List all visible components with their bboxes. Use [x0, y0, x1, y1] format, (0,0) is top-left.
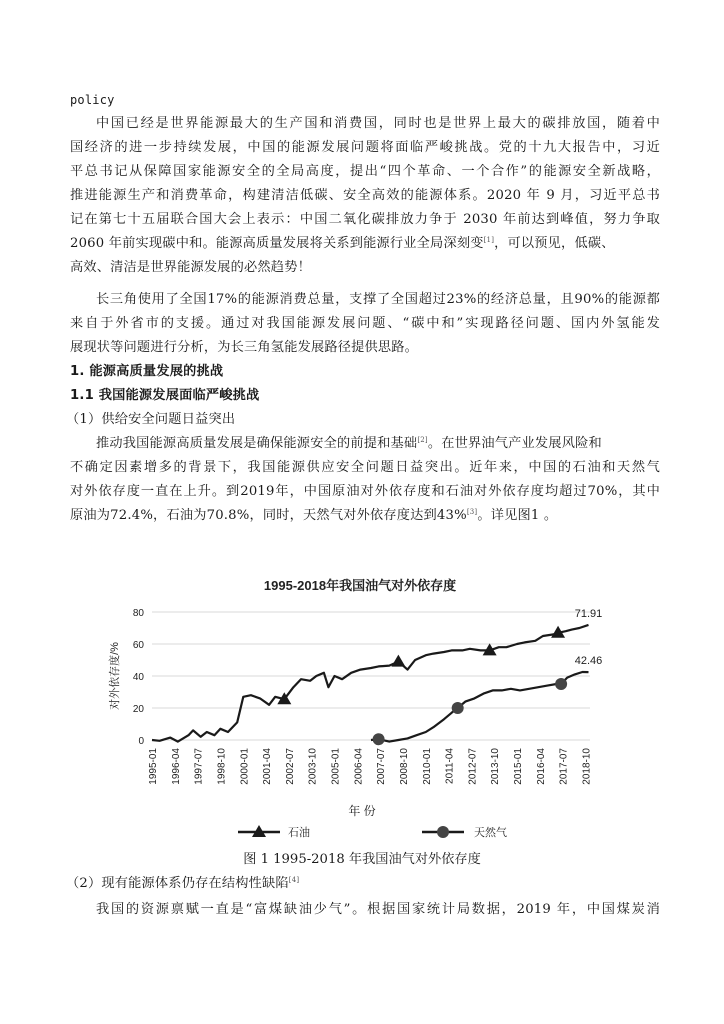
paragraph-line: 推进能源生产和消费革命，构建清洁低碳、安全高效的能源体系。2020 年 9 月，习近平总书: [70, 188, 660, 203]
x-tick-label: 2002-07: [284, 748, 296, 785]
paragraph-line: 记在第七十五届联合国大会上表示：中国二氧化碳排放力争于 2030 年前达到峰值，努力争取: [70, 212, 660, 227]
citation-ref: [1]: [483, 236, 495, 244]
heading-text: （2）现有能源体系仍存在结构性缺陷: [66, 876, 289, 891]
y-tick-label: 20: [132, 704, 144, 715]
figure-caption: 图 1 1995-2018 年我国油气对外依存度: [243, 852, 481, 867]
citation-ref: [3]: [466, 508, 478, 516]
paragraph-line: 对外依存度一直在上升。到2019年，中国原油对外依存度和石油对外依存度均超过70%，其中: [70, 484, 660, 499]
x-axis-label: 年 份: [348, 804, 376, 818]
legend-label-oil: 石油: [288, 827, 310, 839]
x-tick-label: 2013-10: [490, 748, 502, 785]
x-tick-label: 2000-01: [239, 748, 251, 785]
x-tick-label: 2012-07: [467, 748, 479, 785]
paragraph-line: 来自于外省市的支援。通过对我国能源发展问题、“碳中和”实现路径问题、国内外氢能发: [70, 316, 660, 331]
legend-marker-circle: [437, 826, 449, 838]
chart-svg: [100, 568, 620, 858]
x-tick-label: 2001-04: [262, 748, 274, 785]
series-marker-circle: [452, 702, 464, 714]
x-tick-label: 1995-01: [148, 748, 159, 785]
paragraph-line: 不确定因素增多的背景下，我国能源供应安全问题日益突出。近年来，中国的石油和天然气: [70, 460, 660, 475]
paragraph-line: 平总书记从保障国家能源安全的全局高度，提出“四个革命、一个合作”的能源安全新战略，: [70, 164, 660, 179]
y-axis-label: 对外依存度/%: [109, 642, 121, 710]
x-tick-label: 2003-10: [307, 748, 319, 785]
figure-1-chart: [100, 568, 620, 858]
data-label: 71.91: [574, 607, 603, 620]
paragraph-text: 2060 年前实现碳中和。能源高质量发展将关系到能源行业全局深刻变: [70, 236, 484, 251]
subsection-heading: 1.1 我国能源发展面临严峻挑战: [70, 388, 260, 403]
x-tick-label: 2010-01: [421, 748, 433, 785]
series-line-0: [152, 625, 589, 742]
x-tick-label: 2016-04: [535, 748, 547, 785]
paragraph-text: 。详见图1 。: [477, 508, 558, 523]
chart-title: 1995-2018年我国油气对外依存度: [263, 578, 457, 593]
paragraph-text: 原油为72.4%，石油为70.8%，同时，天然气对外依存度达到43%: [70, 508, 467, 523]
x-tick-label: 2015-01: [513, 748, 524, 785]
citation-ref: [2]: [417, 436, 428, 444]
subsubsection-heading: （1）供给安全问题日益突出: [66, 412, 236, 427]
x-tick-label: 1997-07: [193, 748, 205, 785]
subsubsection-heading: [66, 872, 656, 896]
citation-ref: [4]: [288, 876, 300, 884]
x-tick-label: 2008-10: [398, 748, 410, 785]
paragraph-line: 中国已经是世界能源最大的生产国和消费国，同时也是世界上最大的碳排放国，随着中: [96, 116, 660, 131]
x-tick-label: 2005-01: [330, 748, 342, 785]
x-tick-label: 2018-10: [581, 748, 593, 785]
paragraph-line: 高效、清洁是世界能源发展的必然趋势！: [70, 260, 311, 275]
y-tick-label: 60: [132, 640, 144, 651]
paragraph-line: [70, 232, 660, 256]
paragraph-line: 长三角使用了全国17%的能源消费总量，支撑了全国超过23%的经济总量，且90%的能源都: [96, 292, 660, 307]
x-tick-label: 1996-04: [170, 748, 182, 785]
series-marker-circle: [555, 678, 567, 690]
paragraph-line: 国经济的进一步持续发展，中国的能源发展问题将面临严峻挑战。党的十九大报告中，习近: [70, 140, 660, 155]
y-tick-label: 80: [132, 608, 144, 619]
x-tick-label: 2017-07: [558, 748, 570, 785]
legend-label-gas: 天然气: [474, 827, 507, 839]
section-heading: 1. 能源高质量发展的挑战: [70, 364, 224, 379]
x-tick-label: 1998-10: [216, 748, 228, 785]
paragraph-text: 。在世界油气产业发展风险和: [427, 436, 602, 451]
paragraph-text: 推动我国能源高质量发展是确保能源安全的前提和基础: [96, 436, 418, 451]
paragraph-line: [70, 504, 660, 528]
x-tick-label: 2011-04: [444, 748, 456, 784]
paragraph-text: ，可以预见，低碳、: [494, 236, 615, 251]
paragraph-line: 展现状等问题进行分析，为长三角氢能发展路径提供思路。: [70, 340, 419, 355]
series-marker-triangle: [391, 655, 405, 667]
paragraph-line: 我国的资源禀赋一直是“富煤缺油少气”。根据国家统计局数据，2019 年，中国煤炭消: [96, 902, 660, 917]
paragraph-line: [96, 432, 660, 456]
y-tick-label: 0: [138, 736, 144, 747]
data-label: 42.46: [574, 655, 603, 668]
x-tick-label: 2007-07: [376, 748, 388, 785]
y-tick-label: 40: [132, 672, 144, 683]
series-marker-circle: [373, 733, 385, 745]
text-line-policy: policy: [70, 93, 115, 107]
x-tick-label: 2006-04: [353, 748, 365, 785]
